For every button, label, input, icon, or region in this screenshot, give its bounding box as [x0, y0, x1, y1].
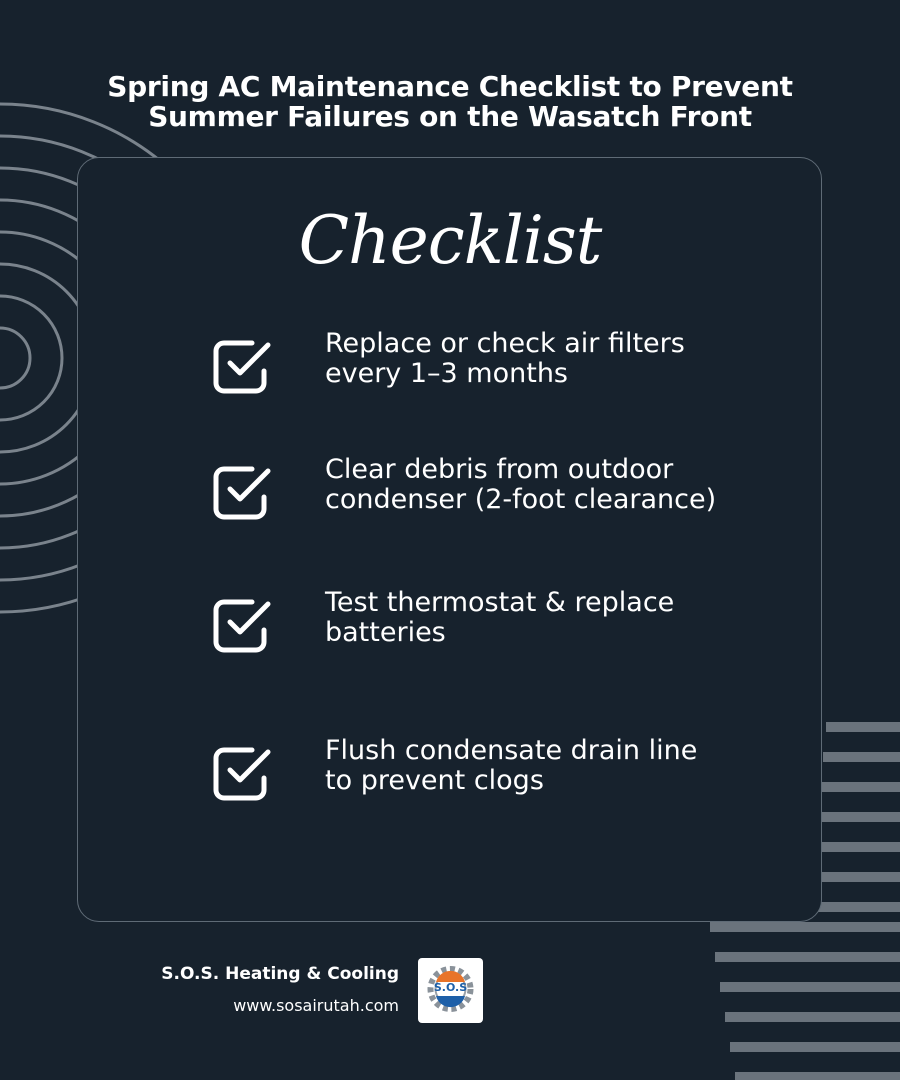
company-logo [418, 958, 483, 1023]
website-link[interactable]: www.sosairutah.com [233, 996, 399, 1015]
checklist-item [212, 328, 772, 407]
page-title [0, 72, 900, 132]
checklist-item [212, 454, 772, 533]
checkbox-checked-icon [212, 596, 274, 658]
checklist-item-line: Flush condensate drain line [325, 735, 698, 766]
checklist-item-line: Test thermostat & replace [325, 587, 675, 618]
checklist-item [212, 587, 772, 666]
checklist-item [212, 735, 772, 814]
checklist-item-line: condenser (2-foot clearance) [325, 484, 717, 515]
checklist-item-line: to prevent clogs [325, 765, 544, 796]
checkbox-checked-icon [212, 463, 274, 525]
checklist-item-text [325, 329, 765, 389]
brand-name: S.O.S. Heating & Cooling [161, 964, 399, 984]
title-line-1: Spring AC Maintenance Checklist to Prevent [107, 70, 793, 103]
checklist-item-text [325, 736, 765, 796]
checkbox-checked-icon [212, 744, 274, 806]
checklist-item-line: Replace or check air filters [325, 328, 685, 359]
title-line-2: Summer Failures on the Wasatch Front [148, 100, 752, 133]
checklist-item-text [325, 455, 765, 515]
logo-text: S.O.S [433, 981, 468, 994]
checklist-item-line: batteries [325, 617, 446, 648]
checklist-item-text [325, 588, 765, 648]
checkbox-checked-icon [212, 337, 274, 399]
checklist-heading: Checklist [298, 202, 602, 279]
checklist-item-line: every 1–3 months [325, 358, 568, 389]
checklist-item-line: Clear debris from outdoor [325, 454, 674, 485]
